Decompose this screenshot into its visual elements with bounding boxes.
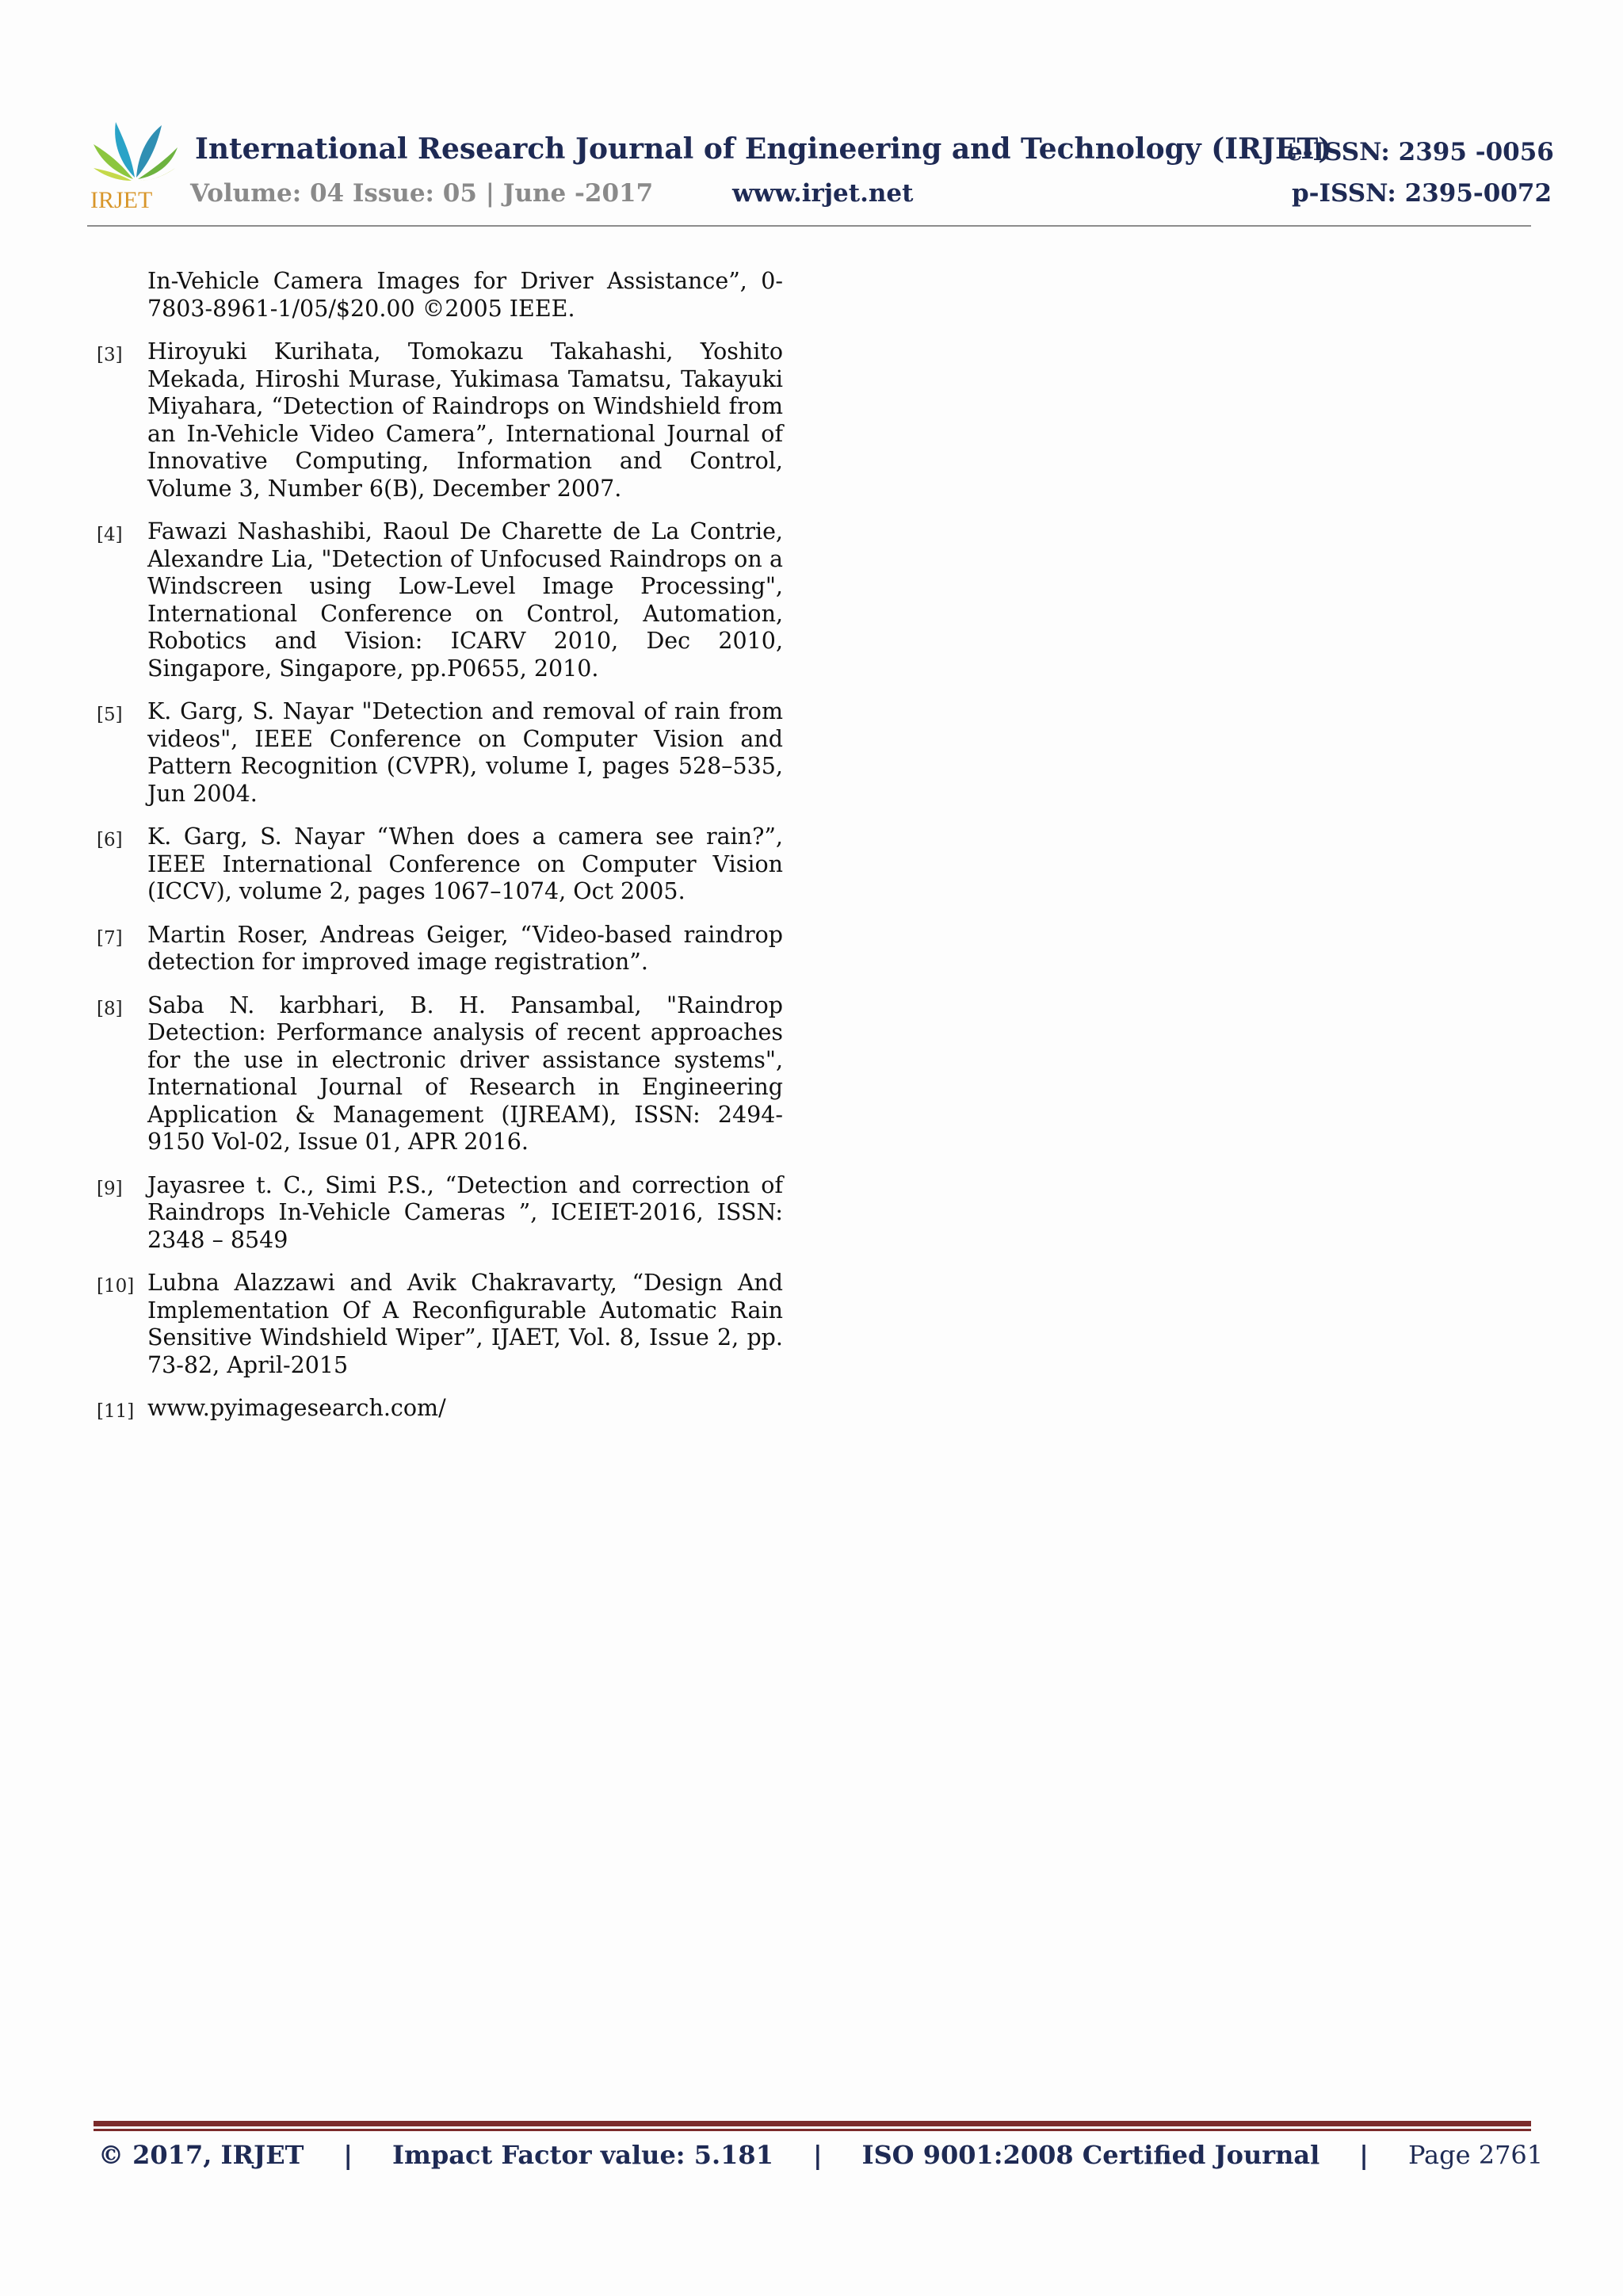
reference-text: In-Vehicle Camera Images for Driver Assistance”, 0-7803-8961-1/05/$20.00 ©2005 IEEE. xyxy=(147,268,783,322)
website-link[interactable]: www.irjet.net xyxy=(732,179,914,208)
footer-separator: | xyxy=(812,2140,823,2170)
reference-item xyxy=(97,992,783,1156)
page-footer xyxy=(98,2140,1543,2170)
reference-number: [5] xyxy=(97,705,123,725)
reference-item xyxy=(97,922,783,976)
journal-title: International Research Journal of Engineering and Technology (IRJET) xyxy=(195,132,1332,166)
footer-impact-factor: Impact Factor value: 5.181 xyxy=(392,2140,773,2170)
eissn: e-ISSN: 2395 -0056 xyxy=(1287,138,1554,166)
reference-link[interactable]: www.pyimagesearch.com/ xyxy=(147,1395,446,1421)
reference-number: [8] xyxy=(97,998,123,1019)
reference-number: [9] xyxy=(97,1178,123,1199)
footer-copyright: © 2017, IRJET xyxy=(98,2140,304,2170)
reference-number: [7] xyxy=(97,927,123,949)
reference-text: Martin Roser, Andreas Geiger, “Video-based raindrop detection for improved image registration”. xyxy=(147,921,783,975)
references-list xyxy=(97,268,783,1438)
reference-text: Hiroyuki Kurihata, Tomokazu Takahashi, Yoshito Mekada, Hiroshi Murase, Yukimasa Tamatsu, Takayuki Miyahara, “Detection of Raindrops on Windshield from an In-Vehicle Video Camera”, International Journal of Innovative Computing, Information and Control, Volume 3, Number 6(B), December 2007. xyxy=(147,338,783,502)
reference-text: K. Garg, S. Nayar "Detection and removal of rain from videos", IEEE Conference on Computer Vision and Pattern Recognition (CVPR), volume I, pages 528–535, Jun 2004. xyxy=(147,698,783,807)
logo-text: IRJET xyxy=(90,187,153,212)
reference-text: K. Garg, S. Nayar “When does a camera see rain?”, IEEE International Conference on Computer Vision (ICCV), volume 2, pages 1067–1074, Oct 2005. xyxy=(147,823,783,904)
volume-issue: Volume: 04 Issue: 05 | June -2017 xyxy=(190,179,654,208)
footer-iso: ISO 9001:2008 Certified Journal xyxy=(861,2140,1320,2170)
footer-divider-thin xyxy=(94,2129,1531,2131)
reference-item xyxy=(97,1395,783,1423)
reference-number: [6] xyxy=(97,830,123,850)
pissn: p-ISSN: 2395-0072 xyxy=(1292,179,1552,208)
reference-text: Fawazi Nashashibi, Raoul De Charette de La Contrie, Alexandre Lia, "Detection of Unfocused Raindrops on a Windscreen using Low-Level Image Processing", International Conference on Control, Automation, Robotics and Vision: ICARV 2010, Dec 2010, Singapore, Singapore, pp.P0655, 2010. xyxy=(147,518,783,682)
footer-divider-thick xyxy=(94,2121,1531,2126)
reference-item xyxy=(97,338,783,502)
reference-text: Lubna Alazzawi and Avik Chakravarty, “Design And Implementation Of A Reconfigurable Automatic Rain Sensitive Windshield Wiper”, IJAET, Vol. 8, Issue 2, pp. 73-82, April-2015 xyxy=(147,1270,783,1378)
reference-continuation xyxy=(97,268,783,323)
footer-separator: | xyxy=(343,2140,353,2170)
header-divider xyxy=(87,225,1531,227)
reference-number: [10] xyxy=(97,1276,135,1297)
reference-item xyxy=(97,518,783,682)
reference-number: [11] xyxy=(97,1401,135,1422)
reference-number: [4] xyxy=(97,525,123,545)
reference-text: Saba N. karbhari, B. H. Pansambal, "Raindrop Detection: Performance analysis of recent approaches for the use in electronic driver assistance systems", International Journal of Research in Engineering Application & Management (IJREAM), ISSN: 2494-9150 Vol-02, Issue 01, APR 2016. xyxy=(147,991,783,1155)
reference-number: [3] xyxy=(97,345,123,365)
reference-item xyxy=(97,698,783,808)
footer-page-number: Page 2761 xyxy=(1407,2140,1544,2170)
irjet-logo xyxy=(89,116,181,212)
reference-text: Jayasree t. C., Simi P.S., “Detection and correction of Raindrops In-Vehicle Cameras ”, ICEIET-2016, ISSN: 2348 – 8549 xyxy=(147,1171,783,1253)
footer-separator: | xyxy=(1359,2140,1369,2170)
reference-item xyxy=(97,1270,783,1379)
reference-item xyxy=(97,1172,783,1255)
reference-item xyxy=(97,823,783,906)
